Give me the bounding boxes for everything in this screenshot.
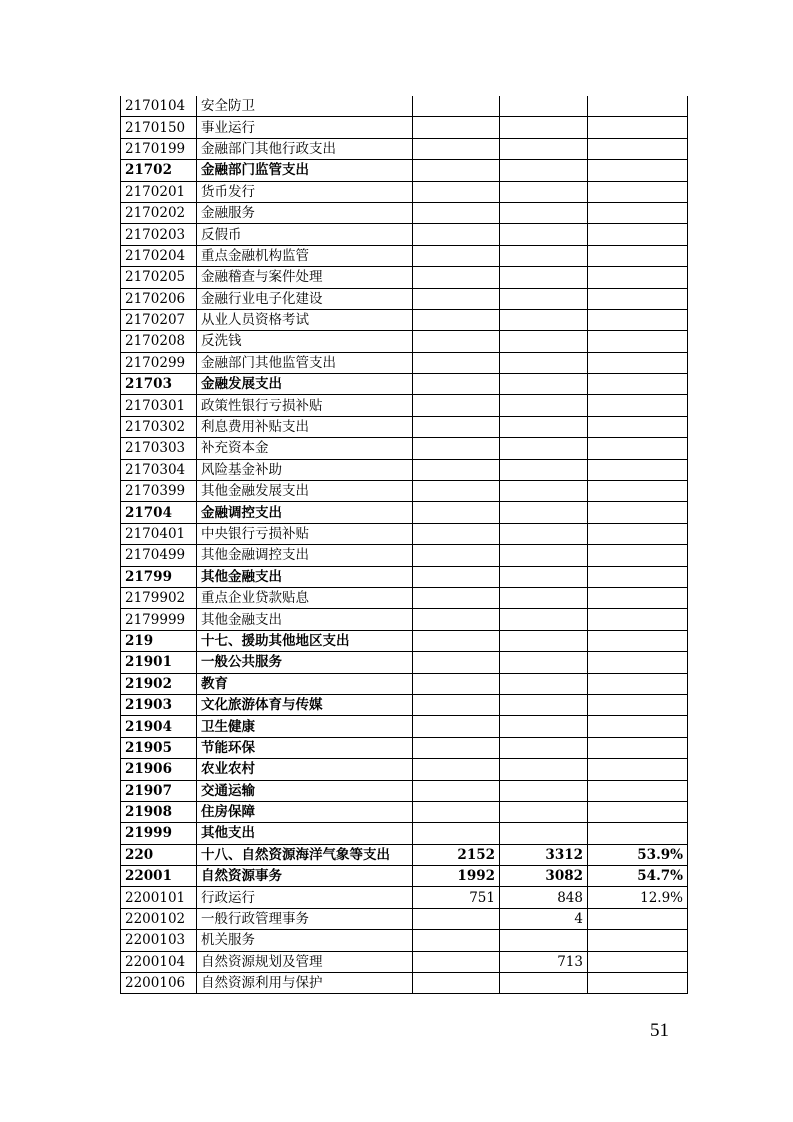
table-row: [121, 844, 688, 865]
row-change-cell: [588, 331, 688, 352]
table-row: [121, 887, 688, 908]
table-row: [121, 267, 688, 288]
row-name-cell: 中央银行亏损补贴: [197, 523, 413, 544]
row-change-cell: [588, 780, 688, 801]
table-row: [121, 759, 688, 780]
row-value-1-cell: [413, 716, 500, 737]
row-code-cell: 2200106: [121, 973, 197, 994]
row-value-2-cell: [500, 694, 588, 715]
row-name-cell: 其他支出: [197, 823, 413, 844]
row-value-1-cell: [413, 416, 500, 437]
row-value-1-cell: [413, 288, 500, 309]
row-value-1-cell: [413, 930, 500, 951]
row-code-cell: 21908: [121, 801, 197, 822]
table-row: [121, 288, 688, 309]
row-value-1-cell: [413, 96, 500, 117]
table-row: [121, 587, 688, 608]
row-value-1-cell: [413, 395, 500, 416]
row-code-cell: 2170301: [121, 395, 197, 416]
table-row: [121, 202, 688, 223]
row-change-cell: [588, 930, 688, 951]
row-change-cell: [588, 630, 688, 651]
table-row: [121, 908, 688, 929]
table-row: [121, 737, 688, 758]
row-change-cell: [588, 652, 688, 673]
row-code-cell: 2170104: [121, 96, 197, 117]
table-body: [121, 96, 688, 994]
row-name-cell: 重点企业贷款贴息: [197, 587, 413, 608]
row-name-cell: 金融部门监管支出: [197, 160, 413, 181]
row-name-cell: 自然资源规划及管理: [197, 951, 413, 972]
row-value-1-cell: [413, 609, 500, 630]
row-change-cell: [588, 545, 688, 566]
row-code-cell: 220: [121, 844, 197, 865]
table-row: [121, 652, 688, 673]
row-value-2-cell: [500, 630, 588, 651]
row-value-2-cell: [500, 587, 588, 608]
row-change-cell: [588, 374, 688, 395]
row-change-cell: [588, 309, 688, 330]
row-value-2-cell: [500, 395, 588, 416]
row-change-cell: [588, 587, 688, 608]
row-code-cell: 2170208: [121, 331, 197, 352]
page-number: 51: [650, 1020, 669, 1041]
row-value-1-cell: 1992: [413, 866, 500, 887]
row-code-cell: 2200103: [121, 930, 197, 951]
row-code-cell: 21901: [121, 652, 197, 673]
row-code-cell: 21902: [121, 673, 197, 694]
row-value-2-cell: [500, 309, 588, 330]
row-value-2-cell: 848: [500, 887, 588, 908]
row-name-cell: 节能环保: [197, 737, 413, 758]
row-code-cell: 2170199: [121, 138, 197, 159]
row-value-1-cell: [413, 523, 500, 544]
row-name-cell: 十八、自然资源海洋气象等支出: [197, 844, 413, 865]
row-name-cell: 金融部门其他监管支出: [197, 352, 413, 373]
table-row: [121, 416, 688, 437]
row-name-cell: 金融稽查与案件处理: [197, 267, 413, 288]
row-change-cell: [588, 459, 688, 480]
row-code-cell: 21903: [121, 694, 197, 715]
row-change-cell: [588, 759, 688, 780]
row-value-1-cell: [413, 823, 500, 844]
row-value-1-cell: [413, 652, 500, 673]
row-value-2-cell: [500, 930, 588, 951]
row-name-cell: 自然资源利用与保护: [197, 973, 413, 994]
row-value-2-cell: [500, 288, 588, 309]
table-row: [121, 352, 688, 373]
row-code-cell: 2170299: [121, 352, 197, 373]
row-name-cell: 文化旅游体育与传媒: [197, 694, 413, 715]
row-value-1-cell: [413, 673, 500, 694]
row-code-cell: 21702: [121, 160, 197, 181]
row-value-1-cell: [413, 267, 500, 288]
row-change-cell: [588, 117, 688, 138]
row-value-2-cell: [500, 181, 588, 202]
table-row: [121, 245, 688, 266]
row-value-1-cell: [413, 224, 500, 245]
row-change-cell: [588, 823, 688, 844]
row-code-cell: 2170205: [121, 267, 197, 288]
table-row: [121, 502, 688, 523]
row-value-1-cell: [413, 117, 500, 138]
table-row: [121, 309, 688, 330]
row-code-cell: 2170401: [121, 523, 197, 544]
row-change-cell: [588, 267, 688, 288]
table-row: [121, 694, 688, 715]
table-row: [121, 138, 688, 159]
row-change-cell: [588, 481, 688, 502]
row-value-1-cell: [413, 801, 500, 822]
row-name-cell: 事业运行: [197, 117, 413, 138]
row-code-cell: 21904: [121, 716, 197, 737]
table-row: [121, 930, 688, 951]
row-change-cell: [588, 224, 688, 245]
row-code-cell: 21907: [121, 780, 197, 801]
table-row: [121, 609, 688, 630]
row-code-cell: 2170202: [121, 202, 197, 223]
row-value-1-cell: [413, 566, 500, 587]
row-name-cell: 金融发展支出: [197, 374, 413, 395]
row-value-2-cell: [500, 566, 588, 587]
row-code-cell: 2170150: [121, 117, 197, 138]
row-code-cell: 219: [121, 630, 197, 651]
row-name-cell: 住房保障: [197, 801, 413, 822]
row-value-1-cell: [413, 202, 500, 223]
row-value-2-cell: [500, 523, 588, 544]
row-value-1-cell: [413, 545, 500, 566]
table-row: [121, 459, 688, 480]
row-change-cell: [588, 160, 688, 181]
row-value-2-cell: [500, 96, 588, 117]
table-row: [121, 331, 688, 352]
table-row: [121, 801, 688, 822]
row-code-cell: 2170201: [121, 181, 197, 202]
row-code-cell: 2170302: [121, 416, 197, 437]
table-row: [121, 673, 688, 694]
row-value-2-cell: [500, 737, 588, 758]
row-code-cell: 21704: [121, 502, 197, 523]
row-value-1-cell: [413, 908, 500, 929]
row-value-1-cell: [413, 973, 500, 994]
row-code-cell: 2170399: [121, 481, 197, 502]
row-change-cell: [588, 801, 688, 822]
row-value-1-cell: [413, 352, 500, 373]
row-code-cell: 2170207: [121, 309, 197, 330]
table-row: [121, 716, 688, 737]
row-code-cell: 2170304: [121, 459, 197, 480]
row-value-1-cell: 2152: [413, 844, 500, 865]
row-name-cell: 其他金融发展支出: [197, 481, 413, 502]
row-code-cell: 21905: [121, 737, 197, 758]
row-name-cell: 一般公共服务: [197, 652, 413, 673]
row-value-2-cell: [500, 374, 588, 395]
row-value-1-cell: [413, 759, 500, 780]
row-value-2-cell: [500, 267, 588, 288]
row-value-2-cell: 3312: [500, 844, 588, 865]
table-row: [121, 951, 688, 972]
row-value-1-cell: [413, 160, 500, 181]
row-change-cell: [588, 96, 688, 117]
row-change-cell: [588, 438, 688, 459]
row-change-cell: [588, 523, 688, 544]
table-row: [121, 438, 688, 459]
row-value-2-cell: [500, 545, 588, 566]
row-change-cell: [588, 288, 688, 309]
row-name-cell: 风险基金补助: [197, 459, 413, 480]
row-value-1-cell: 751: [413, 887, 500, 908]
row-value-2-cell: [500, 438, 588, 459]
row-change-cell: [588, 694, 688, 715]
row-name-cell: 政策性银行亏损补贴: [197, 395, 413, 416]
row-name-cell: 农业农村: [197, 759, 413, 780]
table-row: [121, 181, 688, 202]
row-value-2-cell: [500, 759, 588, 780]
row-name-cell: 利息费用补贴支出: [197, 416, 413, 437]
table-row: [121, 117, 688, 138]
table-row: [121, 823, 688, 844]
row-value-1-cell: [413, 138, 500, 159]
row-name-cell: 其他金融调控支出: [197, 545, 413, 566]
row-value-1-cell: [413, 181, 500, 202]
row-change-cell: [588, 973, 688, 994]
table-row: [121, 160, 688, 181]
row-change-cell: [588, 609, 688, 630]
row-name-cell: 金融行业电子化建设: [197, 288, 413, 309]
row-change-cell: [588, 416, 688, 437]
row-change-cell: [588, 202, 688, 223]
row-value-2-cell: 713: [500, 951, 588, 972]
row-change-cell: [588, 245, 688, 266]
row-code-cell: 2170499: [121, 545, 197, 566]
row-value-2-cell: 4: [500, 908, 588, 929]
row-name-cell: 教育: [197, 673, 413, 694]
row-name-cell: 一般行政管理事务: [197, 908, 413, 929]
row-code-cell: 2170206: [121, 288, 197, 309]
row-value-2-cell: [500, 352, 588, 373]
row-code-cell: 2170204: [121, 245, 197, 266]
row-value-2-cell: [500, 801, 588, 822]
row-value-1-cell: [413, 694, 500, 715]
row-name-cell: 补充资本金: [197, 438, 413, 459]
row-name-cell: 安全防卫: [197, 96, 413, 117]
row-code-cell: 21999: [121, 823, 197, 844]
row-code-cell: 2179902: [121, 587, 197, 608]
table-row: [121, 780, 688, 801]
row-value-1-cell: [413, 481, 500, 502]
row-value-1-cell: [413, 951, 500, 972]
row-name-cell: 十七、援助其他地区支出: [197, 630, 413, 651]
row-name-cell: 金融服务: [197, 202, 413, 223]
table-row: [121, 545, 688, 566]
row-name-cell: 从业人员资格考试: [197, 309, 413, 330]
row-value-1-cell: [413, 502, 500, 523]
row-value-2-cell: [500, 973, 588, 994]
row-code-cell: 21906: [121, 759, 197, 780]
row-code-cell: 2170303: [121, 438, 197, 459]
row-value-2-cell: [500, 673, 588, 694]
row-value-1-cell: [413, 737, 500, 758]
row-value-2-cell: [500, 245, 588, 266]
row-name-cell: 反洗钱: [197, 331, 413, 352]
table-row: [121, 973, 688, 994]
row-change-cell: [588, 395, 688, 416]
row-name-cell: 金融调控支出: [197, 502, 413, 523]
row-value-2-cell: 3082: [500, 866, 588, 887]
table-row: [121, 374, 688, 395]
row-name-cell: 其他金融支出: [197, 566, 413, 587]
row-value-2-cell: [500, 138, 588, 159]
row-value-2-cell: [500, 160, 588, 181]
row-value-1-cell: [413, 459, 500, 480]
row-value-2-cell: [500, 823, 588, 844]
table-row: [121, 866, 688, 887]
row-name-cell: 货币发行: [197, 181, 413, 202]
row-change-cell: 54.7%: [588, 866, 688, 887]
row-change-cell: 12.9%: [588, 887, 688, 908]
row-change-cell: [588, 716, 688, 737]
row-value-2-cell: [500, 416, 588, 437]
row-code-cell: 22001: [121, 866, 197, 887]
table-row: [121, 566, 688, 587]
row-change-cell: [588, 951, 688, 972]
row-name-cell: 机关服务: [197, 930, 413, 951]
row-value-2-cell: [500, 117, 588, 138]
row-code-cell: 2170203: [121, 224, 197, 245]
row-code-cell: 2200101: [121, 887, 197, 908]
table-row: [121, 481, 688, 502]
row-value-2-cell: [500, 331, 588, 352]
row-value-1-cell: [413, 245, 500, 266]
row-value-2-cell: [500, 224, 588, 245]
row-value-2-cell: [500, 202, 588, 223]
row-value-1-cell: [413, 309, 500, 330]
row-name-cell: 重点金融机构监管: [197, 245, 413, 266]
row-code-cell: 2200102: [121, 908, 197, 929]
row-code-cell: 21799: [121, 566, 197, 587]
row-value-1-cell: [413, 587, 500, 608]
row-value-1-cell: [413, 438, 500, 459]
table-row: [121, 395, 688, 416]
row-name-cell: 卫生健康: [197, 716, 413, 737]
budget-table: [120, 96, 688, 994]
row-name-cell: 金融部门其他行政支出: [197, 138, 413, 159]
row-name-cell: 行政运行: [197, 887, 413, 908]
row-change-cell: [588, 138, 688, 159]
row-code-cell: 2200104: [121, 951, 197, 972]
row-name-cell: 反假币: [197, 224, 413, 245]
row-value-1-cell: [413, 374, 500, 395]
row-value-2-cell: [500, 459, 588, 480]
row-value-1-cell: [413, 780, 500, 801]
table-row: [121, 630, 688, 651]
row-code-cell: 2179999: [121, 609, 197, 630]
row-name-cell: 自然资源事务: [197, 866, 413, 887]
row-value-2-cell: [500, 652, 588, 673]
row-value-2-cell: [500, 609, 588, 630]
table-row: [121, 96, 688, 117]
row-change-cell: [588, 181, 688, 202]
row-change-cell: [588, 737, 688, 758]
row-change-cell: [588, 673, 688, 694]
row-name-cell: 交通运输: [197, 780, 413, 801]
row-change-cell: [588, 502, 688, 523]
row-change-cell: [588, 352, 688, 373]
row-change-cell: [588, 566, 688, 587]
row-value-1-cell: [413, 630, 500, 651]
row-code-cell: 21703: [121, 374, 197, 395]
row-value-2-cell: [500, 716, 588, 737]
row-value-2-cell: [500, 502, 588, 523]
row-change-cell: [588, 908, 688, 929]
row-name-cell: 其他金融支出: [197, 609, 413, 630]
table-row: [121, 224, 688, 245]
table-row: [121, 523, 688, 544]
row-value-1-cell: [413, 331, 500, 352]
row-change-cell: 53.9%: [588, 844, 688, 865]
row-value-2-cell: [500, 481, 588, 502]
row-value-2-cell: [500, 780, 588, 801]
